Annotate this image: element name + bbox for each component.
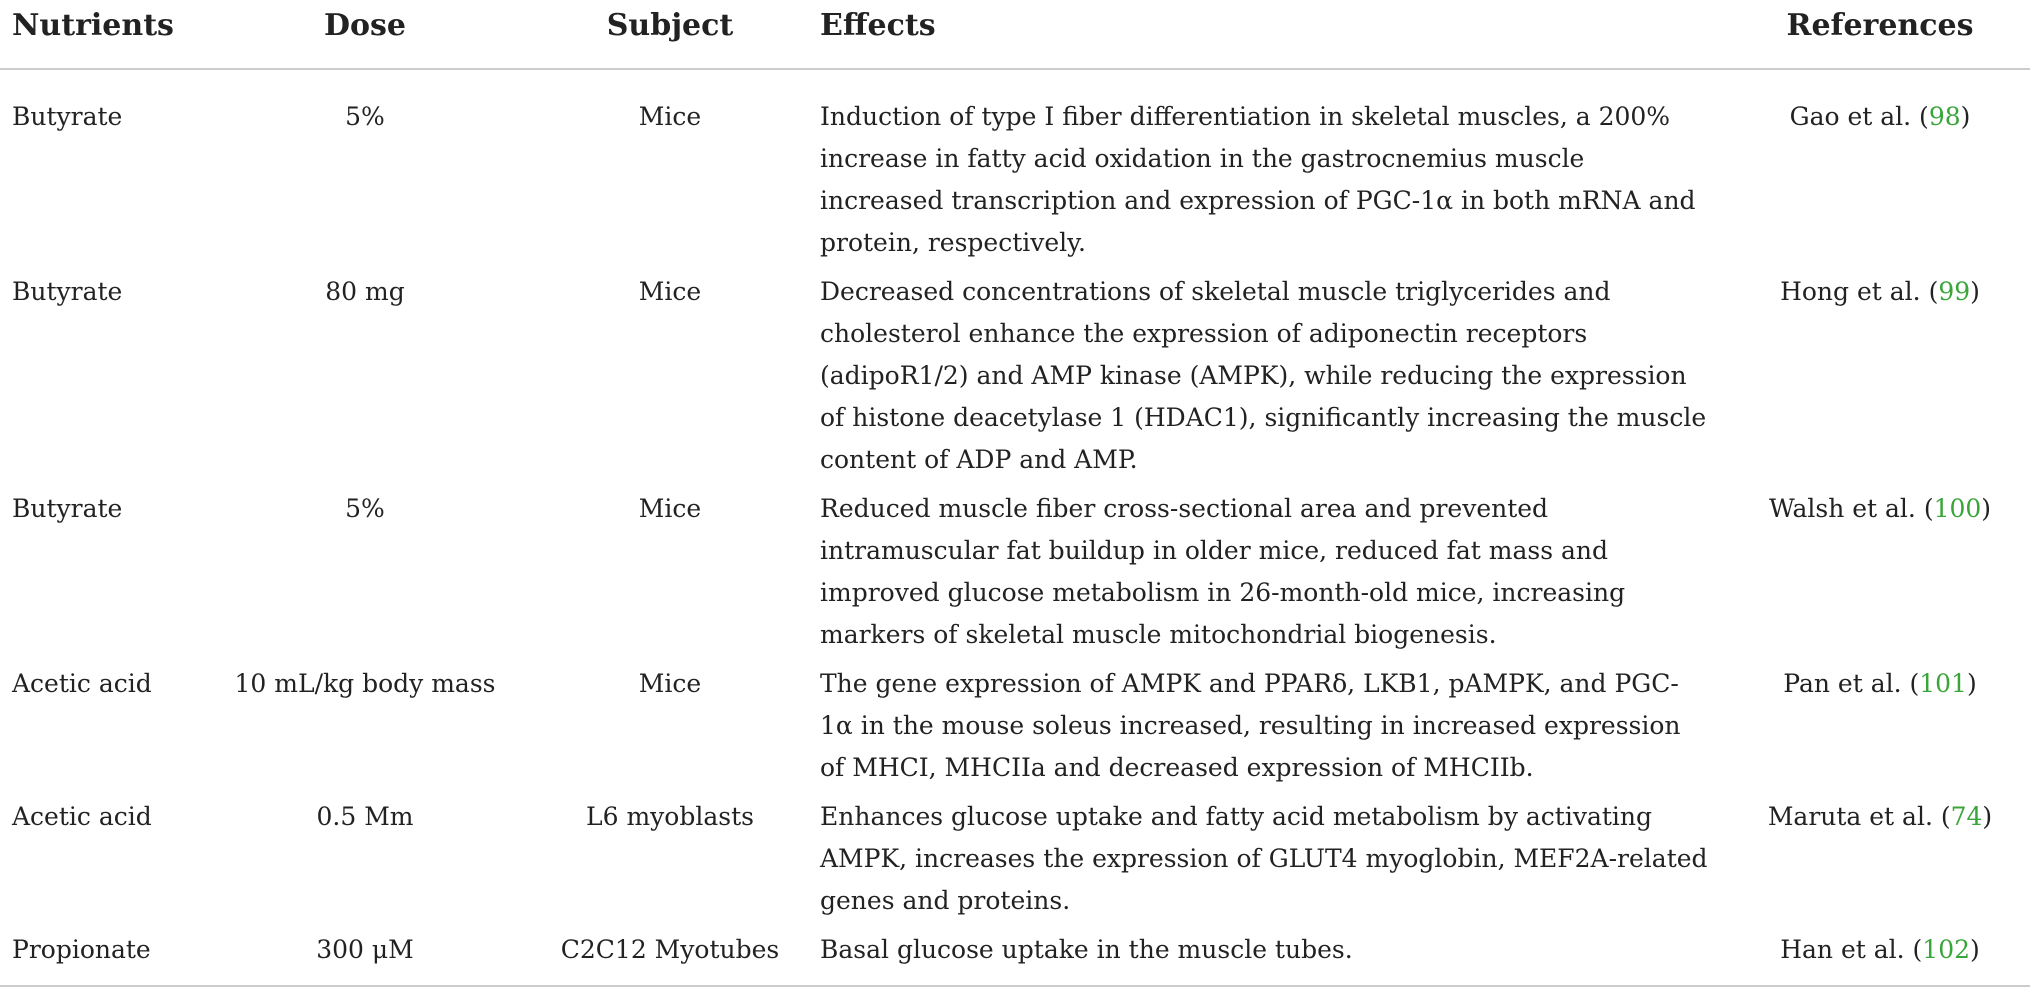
table-row	[0, 482, 2030, 657]
nutrient-cell: Acetic acid	[12, 669, 152, 698]
dose-cell: 5%	[345, 102, 385, 131]
reference-cell: Walsh et al. (100)	[1768, 494, 1992, 523]
header-nutrients: Nutrients	[0, 0, 210, 69]
table-row	[0, 923, 2030, 986]
table-row	[0, 265, 2030, 482]
reference-cell: Han et al. (102)	[1730, 923, 2030, 986]
reference-author: Pan et al.	[1783, 669, 1902, 698]
reference-author: Maruta et al.	[1767, 802, 1933, 831]
reference-link[interactable]: 101	[1919, 669, 1967, 698]
header-row	[0, 0, 2030, 69]
subject-cell: Mice	[638, 669, 702, 698]
table-row	[0, 657, 2030, 790]
nutrient-cell: Butyrate	[12, 277, 123, 306]
subject-cell: Mice	[638, 102, 702, 131]
reference-link[interactable]: 100	[1933, 494, 1982, 523]
effects-cell: Enhances glucose uptake and fatty acid metabolism by activating AMPK, increases the expression of GLUT4 myoglobin, MEF2A-related genes and proteins.	[820, 802, 1708, 915]
header-subject: Subject	[520, 0, 820, 69]
reference-author: Han et al.	[1780, 935, 1905, 964]
reference-cell: Pan et al. (101)	[1783, 669, 1977, 698]
subject-cell: C2C12 Myotubes	[520, 923, 820, 986]
effects-cell: Basal glucose uptake in the muscle tubes.	[820, 923, 1730, 986]
effects-cell: The gene expression of AMPK and PPARδ, LKB1, pAMPK, and PGC-1α in the mouse soleus increased, resulting in increased expression of MHCI, MHCIIa and decreased expression of MHCIIb.	[820, 669, 1681, 782]
header-dose: Dose	[210, 0, 520, 69]
reference-link[interactable]: 102	[1922, 935, 1971, 964]
reference-link[interactable]: 98	[1928, 102, 1961, 131]
reference-cell: Gao et al. (98)	[1789, 102, 1971, 131]
nutrient-cell: Butyrate	[12, 494, 123, 523]
reference-author: Hong et al.	[1780, 277, 1921, 306]
dose-cell: 0.5 Mm	[316, 802, 414, 831]
reference-link[interactable]: 99	[1938, 277, 1971, 306]
table-row	[0, 69, 2030, 265]
reference-link[interactable]: 74	[1950, 802, 1983, 831]
subject-cell: Mice	[638, 494, 702, 523]
nutrient-cell: Acetic acid	[12, 802, 152, 831]
dose-cell: 5%	[345, 494, 385, 523]
reference-author: Gao et al.	[1789, 102, 1912, 131]
nutrient-cell: Butyrate	[12, 102, 123, 131]
reference-cell: Maruta et al. (74)	[1767, 802, 1993, 831]
dose-cell: 300 μM	[210, 923, 520, 986]
subject-cell: Mice	[638, 277, 702, 306]
dose-cell: 10 mL/kg body mass	[234, 669, 496, 698]
header-effects: Effects	[820, 0, 1730, 69]
reference-author: Walsh et al.	[1768, 494, 1916, 523]
dose-cell: 80 mg	[325, 277, 405, 306]
header-references: References	[1730, 0, 2030, 69]
effects-cell: Decreased concentrations of skeletal muscle triglycerides and cholesterol enhance the expression of adiponectin receptors (adipoR1/2) and AMP kinase (AMPK), while reducing the expression of histone deacetylase 1 (HDAC1), significantly increasing the muscle content of ADP and AMP.	[820, 277, 1707, 474]
effects-cell: Induction of type I fiber differentiation in skeletal muscles, a 200% increase in fatty acid oxidation in the gastrocnemius muscle increased transcription and expression of PGC-1α in both mRNA and protein, respectively.	[820, 102, 1696, 257]
table-row	[0, 790, 2030, 923]
nutrient-cell: Propionate	[0, 923, 210, 986]
subject-cell: L6 myoblasts	[586, 802, 754, 831]
effects-cell: Reduced muscle fiber cross-sectional area and prevented intramuscular fat buildup in older mice, reduced fat mass and improved glucose metabolism in 26-month-old mice, increasing markers of skeletal muscle mitochondrial biogenesis.	[820, 494, 1626, 649]
reference-cell: Hong et al. (99)	[1780, 277, 1980, 306]
